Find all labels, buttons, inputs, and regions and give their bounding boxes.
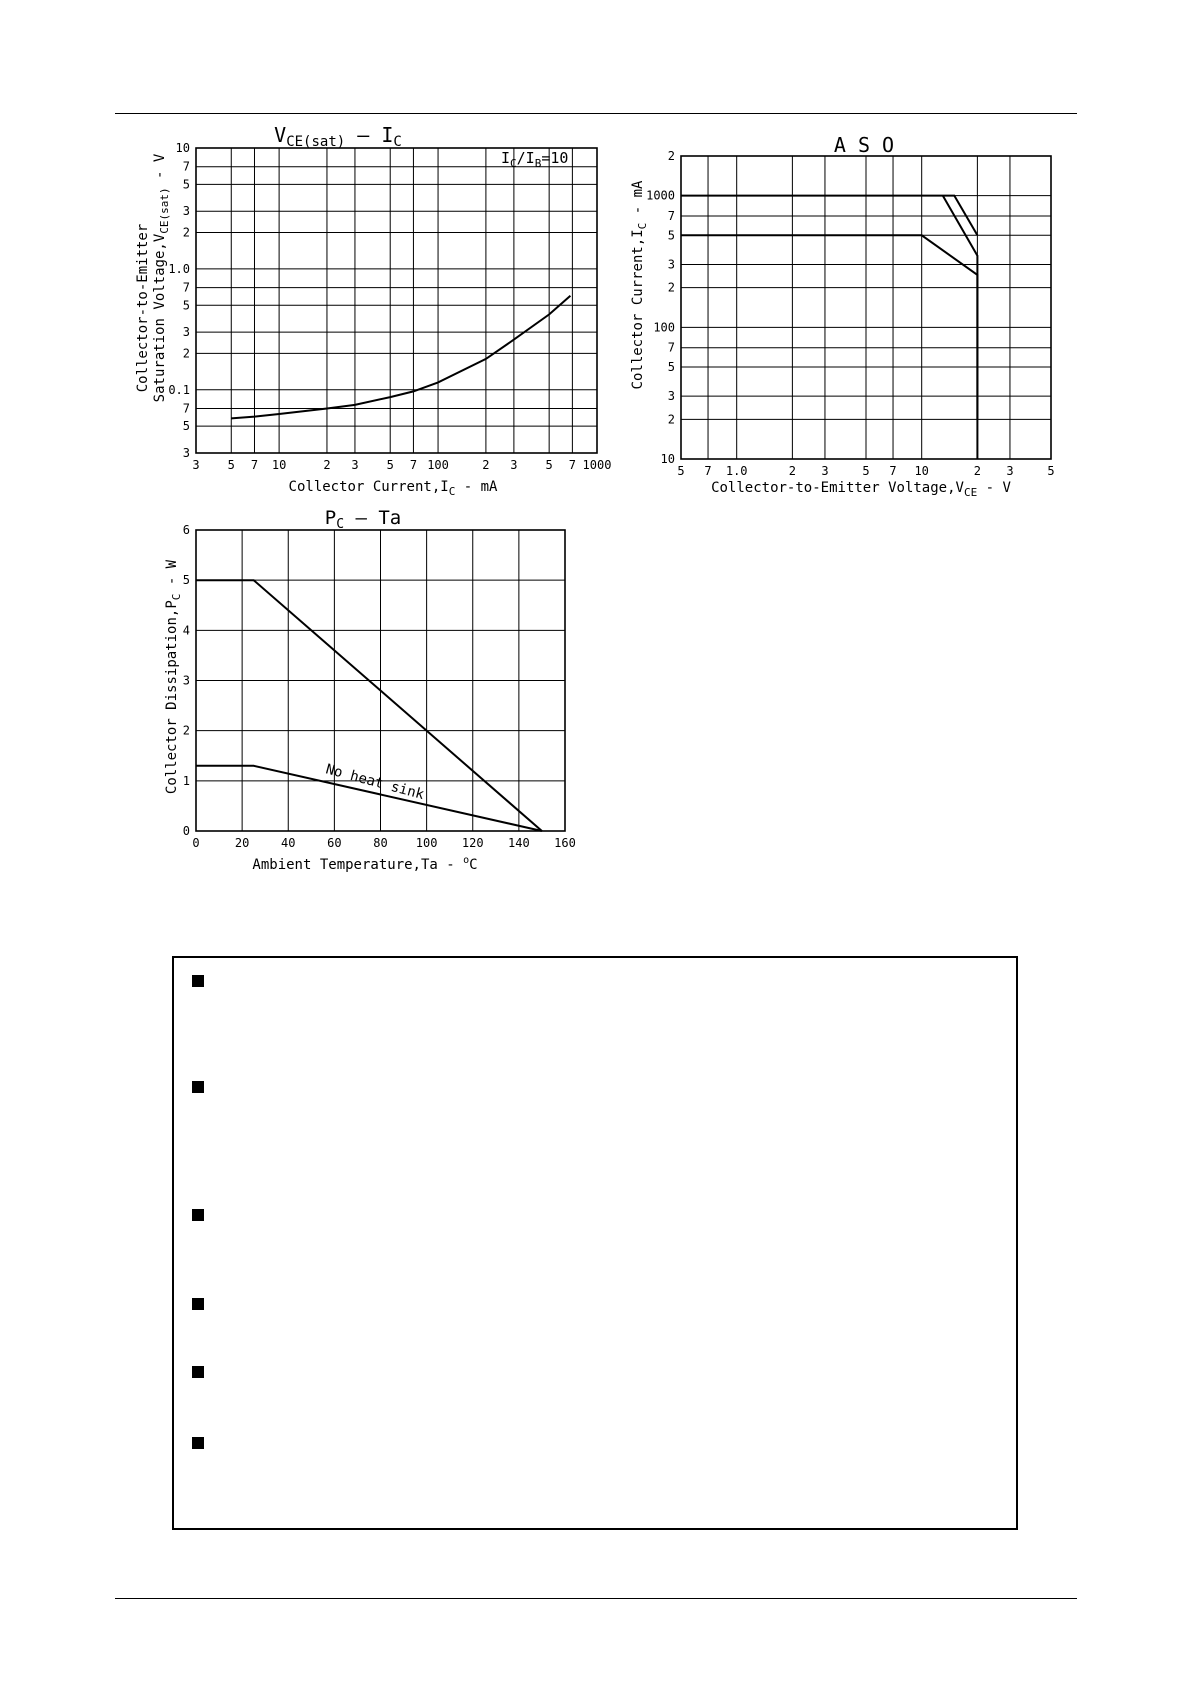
x-tick-label: 0 <box>192 836 200 850</box>
x-tick-label: 7 <box>409 458 418 472</box>
x-tick-label: 60 <box>327 836 342 850</box>
y-tick-label: 1.0 <box>168 261 190 276</box>
x-tick-label: 3 <box>1006 464 1014 478</box>
y-tick-label: 1000 <box>646 188 675 203</box>
chart1-series <box>231 296 570 419</box>
series-line-1 <box>231 296 570 419</box>
pc-ta-chart <box>160 500 600 880</box>
x-tick-label: 160 <box>554 836 576 850</box>
y-tick-label: 0 <box>182 824 190 838</box>
x-tick-label: 40 <box>281 836 296 850</box>
chart3-ylabel: Collector $Dissipation,P_C$ - W <box>164 559 183 795</box>
y-tick-label: 2 <box>182 346 190 361</box>
y-tick-label: 3 <box>182 673 190 688</box>
x-tick-label: 20 <box>234 836 250 850</box>
aso-chart <box>625 130 1075 500</box>
chart2-ticks <box>646 149 1055 478</box>
y-tick-label: 3 <box>667 389 675 404</box>
chart1-title: $V_{CE(sat)} - I_C$ <box>274 123 402 150</box>
x-tick-label: 2 <box>323 458 331 472</box>
chart3-title: $P_C$ – Ta <box>324 507 402 532</box>
y-tick-label: 3 <box>182 325 190 340</box>
x-tick-label: 1.0 <box>725 464 748 478</box>
x-tick-label: 140 <box>508 836 530 850</box>
notice-bullet <box>192 1437 204 1449</box>
chart2-grid <box>681 156 1051 459</box>
y-tick-label: 10 <box>660 452 675 466</box>
notice-bullet <box>192 1209 204 1221</box>
x-tick-label: 5 <box>1047 464 1055 478</box>
y-tick-label: 6 <box>182 523 190 537</box>
x-tick-label: 1000 <box>582 458 612 472</box>
x-tick-label: 3 <box>192 458 200 472</box>
y-tick-label: 100 <box>653 320 675 335</box>
y-tick-label: 7 <box>182 401 190 416</box>
x-tick-label: 7 <box>568 458 576 472</box>
vcesat-ic-chart <box>130 120 612 500</box>
x-tick-label: 5 <box>862 464 870 478</box>
y-tick-label: 5 <box>667 359 675 374</box>
x-tick-label: 10 <box>271 458 287 472</box>
chart1-grid <box>196 148 597 453</box>
y-tick-label: 2 <box>667 149 675 163</box>
notice-box <box>172 956 1018 1530</box>
y-tick-label: 10 <box>175 141 190 155</box>
x-tick-label: 80 <box>373 836 388 850</box>
y-tick-label: 3 <box>182 204 190 219</box>
x-tick-label: 5 <box>677 464 685 478</box>
y-tick-label: 5 <box>182 298 190 313</box>
x-tick-label: 5 <box>386 458 394 472</box>
series-line-3 <box>681 235 977 459</box>
y-tick-label: 2 <box>182 225 190 240</box>
notice-bullet <box>192 975 204 987</box>
x-tick-label: 10 <box>914 464 929 478</box>
y-tick-label: 2 <box>667 280 675 295</box>
chart1-condition: $I_C/I_B=10$ <box>501 149 569 170</box>
y-tick-label: 5 <box>182 419 190 434</box>
notice-bullet <box>192 1298 204 1310</box>
x-tick-label: 2 <box>482 458 490 472</box>
chart2-xlabel: Collector-to-Emitter $Voltage,V_{CE}$ - V <box>711 480 1011 499</box>
chart2-ylabel: Collector $Current,I_C$ - mA <box>630 180 649 390</box>
plot-frame <box>196 148 597 453</box>
chart2-title: A S O <box>833 133 895 157</box>
x-tick-label: 120 <box>461 836 484 850</box>
notice-bullet <box>192 1081 204 1093</box>
chart3-series <box>196 580 542 831</box>
x-tick-label: 2 <box>788 464 796 478</box>
x-tick-label: 100 <box>415 836 438 850</box>
chart1-xlabel: Collector $Current,I_C$ - mA <box>288 479 498 498</box>
y-tick-label: 3 <box>182 446 190 460</box>
x-tick-label: 5 <box>545 458 553 472</box>
y-tick-label: 1 <box>182 773 190 788</box>
y-tick-label: 7 <box>182 280 190 295</box>
x-tick-label: 7 <box>704 464 712 478</box>
x-tick-label: 7 <box>889 464 897 478</box>
y-tick-label: 7 <box>182 159 190 174</box>
x-tick-label: 3 <box>351 458 359 472</box>
series-line-1 <box>196 580 542 831</box>
y-tick-label: 5 <box>182 177 190 192</box>
x-tick-label: 7 <box>250 458 259 472</box>
series-line-2 <box>943 196 978 420</box>
x-tick-label: 3 <box>510 458 518 472</box>
x-tick-label: 3 <box>821 464 829 478</box>
y-tick-label: 0.1 <box>168 382 190 397</box>
x-tick-label: 5 <box>227 458 235 472</box>
series-line-1 <box>681 196 977 236</box>
bottom-rule <box>115 1598 1077 1599</box>
x-tick-label: 2 <box>973 464 981 478</box>
y-tick-label: 3 <box>667 257 675 272</box>
chart1-ylabel-line1: Collector-to-Emitter <box>135 223 151 393</box>
chart3-annotation: No heat sink <box>323 761 426 804</box>
x-tick-label: 100 <box>427 458 449 472</box>
chart1-ylabel-line2: Saturation $Voltage,V_{CE(sat)}$ - V <box>152 153 171 403</box>
y-tick-label: 2 <box>667 412 675 427</box>
y-tick-label: 5 <box>667 228 675 243</box>
chart3-xlabel: Ambient Temperature,Ta - $^o$C <box>252 855 478 873</box>
notice-bullet <box>192 1366 204 1378</box>
y-tick-label: 7 <box>667 209 675 224</box>
y-tick-label: 4 <box>182 623 190 638</box>
top-rule <box>115 113 1077 114</box>
y-tick-label: 2 <box>182 723 190 738</box>
y-tick-label: 5 <box>182 573 190 588</box>
y-tick-label: 7 <box>667 340 675 355</box>
